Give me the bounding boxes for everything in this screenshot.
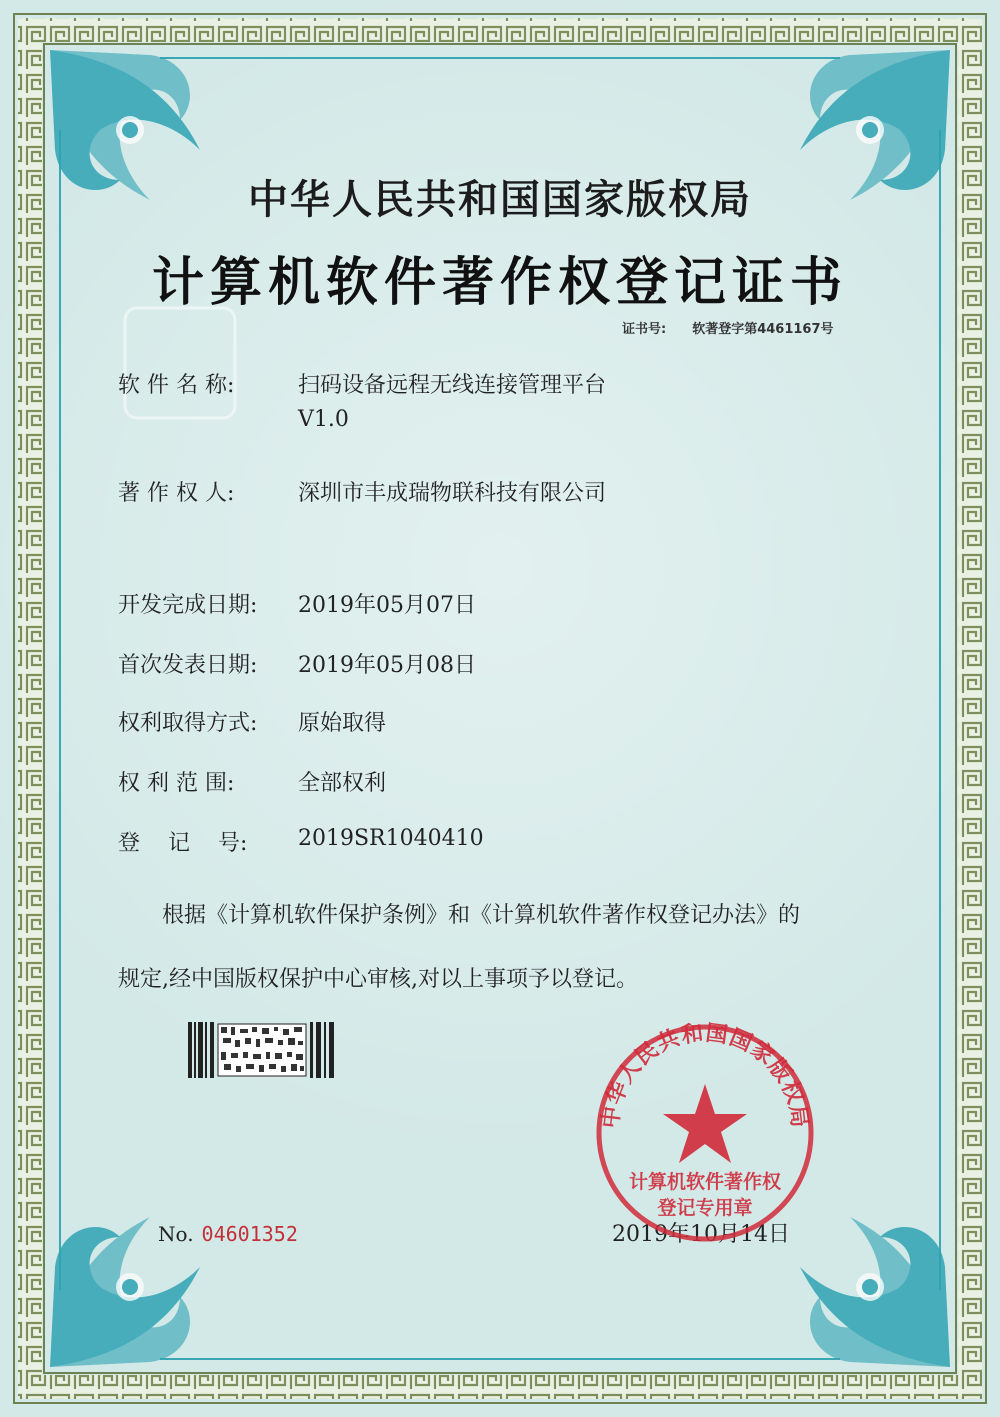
certificate-number-value: 软著登字第4461167号 <box>692 322 834 337</box>
field-value: 全部权利 <box>298 771 387 796</box>
official-seal <box>590 1018 820 1248</box>
field-value <box>298 368 606 432</box>
field-label: 开发完成日期: <box>118 593 258 618</box>
serial-value: 04601352 <box>201 1222 298 1246</box>
legal-statement-line2: 规定,经中国版权保护中心审核,对以上事项予以登记。 <box>118 967 638 992</box>
field-software-name <box>118 368 606 432</box>
field-label: 著 作 权 人: <box>118 481 235 506</box>
field-label: 权利取得方式: <box>118 711 258 736</box>
field-registration-number <box>118 826 484 857</box>
issuing-agency: 中华人民共和国国家版权局 <box>248 177 752 223</box>
field-label: 软 件 名 称: <box>118 373 235 398</box>
seal-inner-line1: 计算机软件著作权 <box>628 1171 782 1193</box>
field-label: 首次发表日期: <box>118 653 258 678</box>
field-completion-date <box>118 588 476 619</box>
field-copyright-owner <box>118 476 606 507</box>
field-value: 2019年05月08日 <box>298 653 476 678</box>
field-label: 登 记 号: <box>118 831 248 856</box>
barcode-image <box>188 1022 336 1078</box>
software-version: V1.0 <box>298 407 349 432</box>
corner-ornament-bottom-right <box>800 1217 950 1367</box>
certificate-title: 计算机软件著作权登记证书 <box>151 253 848 313</box>
seal-inner-line2: 登记专用章 <box>657 1197 753 1219</box>
certificate-number <box>622 318 834 337</box>
legal-statement-line1: 根据《计算机软件保护条例》和《计算机软件著作权登记办法》的 <box>162 903 801 928</box>
field-acquisition-method <box>118 706 386 737</box>
legal-statement <box>118 884 908 1012</box>
field-value: 深圳市丰成瑞物联科技有限公司 <box>298 481 607 506</box>
field-rights-scope <box>118 766 386 797</box>
field-value: 原始取得 <box>298 711 387 736</box>
field-label: 权 利 范 围: <box>118 771 235 796</box>
seal-outer-text: 中华人民共和国国家版权局 <box>598 1020 812 1130</box>
serial-label: No. <box>158 1222 194 1246</box>
software-name: 扫码设备远程无线连接管理平台 <box>298 373 607 398</box>
field-publication-date <box>118 648 476 679</box>
field-value: 2019SR1040410 <box>298 826 484 851</box>
issue-date: 2019年10月14日 <box>612 1222 790 1247</box>
certificate-number-label: 证书号: <box>622 322 667 337</box>
serial-number <box>158 1222 298 1246</box>
field-value: 2019年05月07日 <box>298 593 476 618</box>
star-icon <box>663 1084 747 1163</box>
